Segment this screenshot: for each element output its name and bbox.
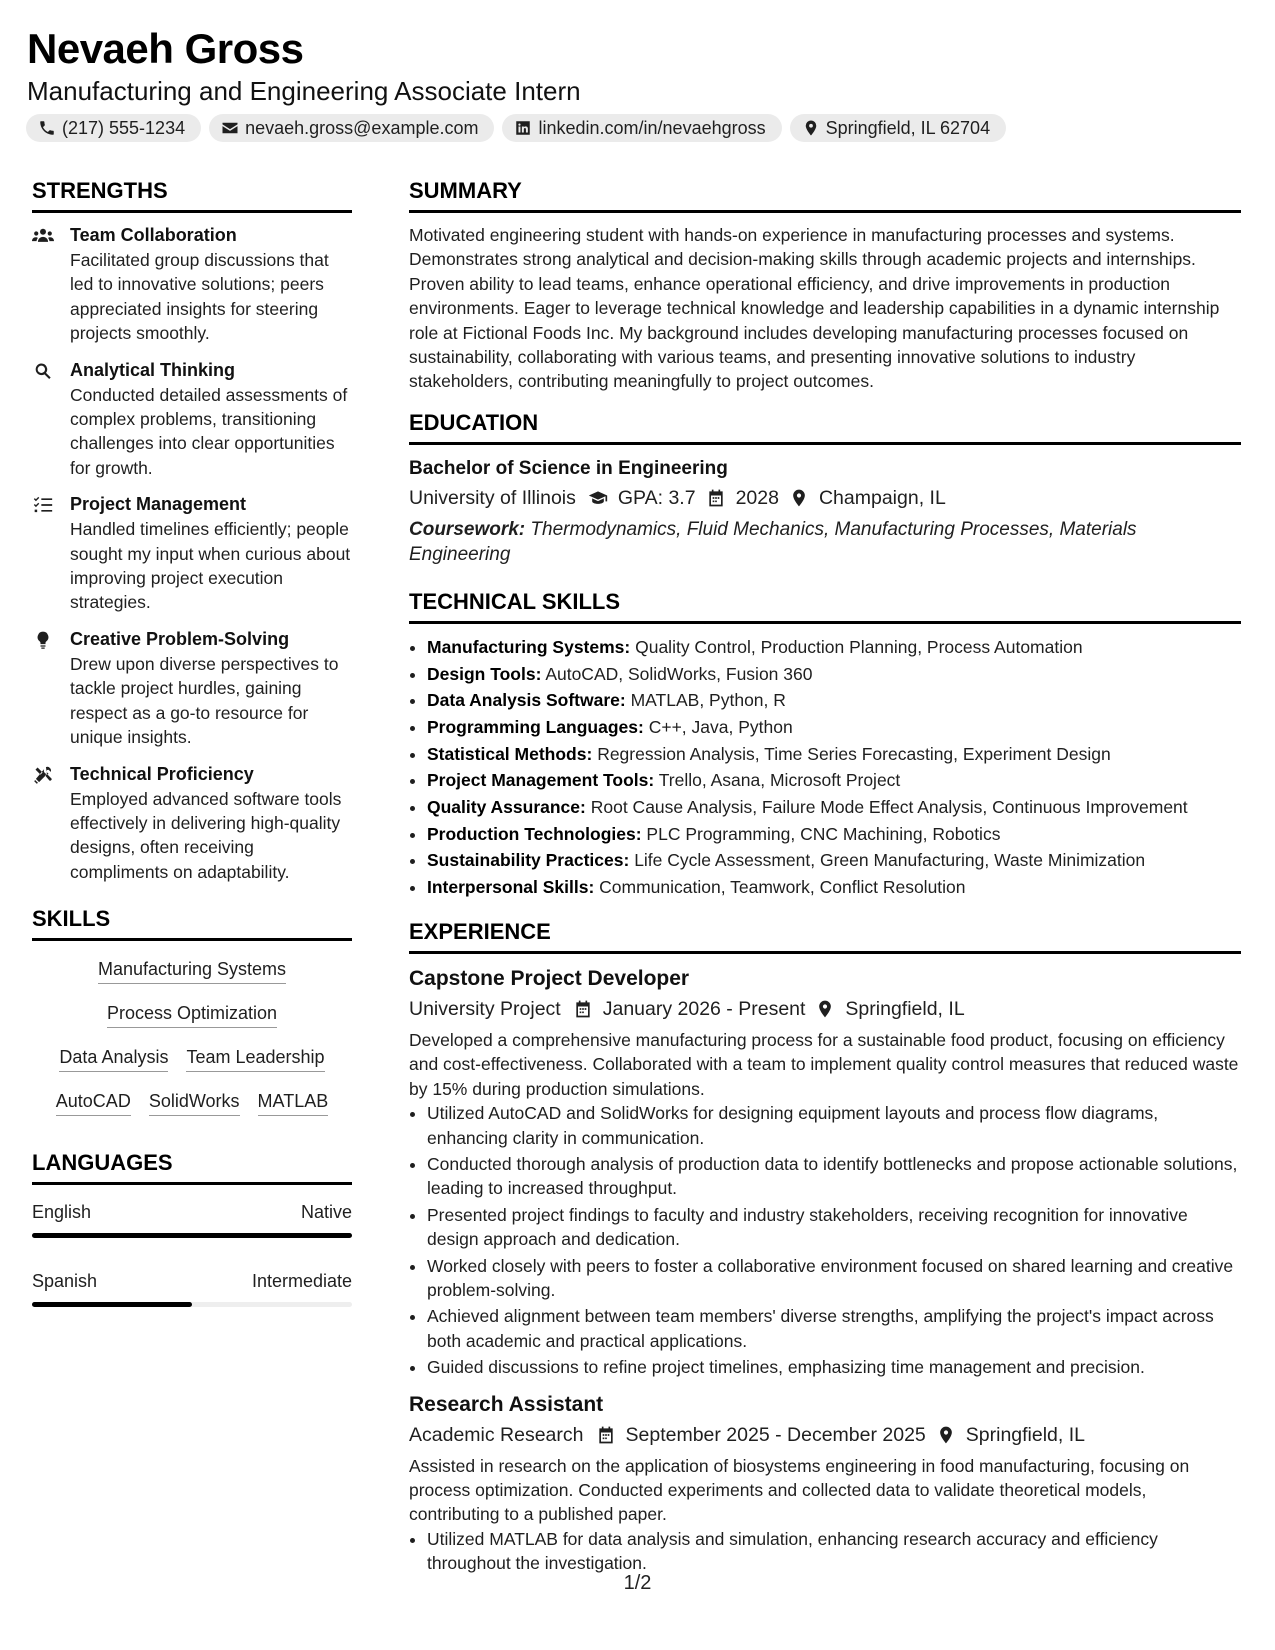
- job-location: Springfield, IL: [845, 997, 965, 1020]
- language-name: English: [32, 1202, 92, 1223]
- list-item: • Guided discussions to refine project timelines, emphasizing time management and precision.: [427, 1355, 1241, 1379]
- left-column: [32, 176, 352, 1325]
- calendar-icon: [573, 999, 593, 1019]
- list-item: • Worked closely with peers to foster a collaborative environment focused on shared learning and creative problem-solving.: [427, 1254, 1241, 1303]
- strength-desc: Conducted detailed assessments of complex problems, transitioning challenges into clear opportunities for growth.: [70, 384, 348, 478]
- magnifier-icon: [32, 361, 54, 381]
- language-bar-fill: [32, 1302, 192, 1307]
- skill-chip: MATLAB: [258, 1089, 329, 1116]
- language-level: Intermediate: [251, 1271, 352, 1292]
- job-entry: [409, 1390, 1241, 1576]
- skills-row: [32, 1045, 352, 1072]
- calendar-icon: [596, 1425, 616, 1445]
- list-item: • Project Management Tools: Trello, Asana, Microsoft Project: [427, 767, 1241, 794]
- skills-row: [32, 1089, 352, 1116]
- users-icon: [32, 226, 54, 246]
- strength-item: [32, 762, 352, 885]
- contact-phone[interactable]: [26, 114, 201, 142]
- language-level: Native: [300, 1202, 352, 1223]
- strength-desc: Facilitated group discussions that led to innovative solutions; peers appreciated insights for steering projects smoothly.: [70, 250, 329, 344]
- language-bar-fill: [32, 1233, 352, 1238]
- education-heading: EDUCATION: [409, 408, 1241, 445]
- contact-linkedin[interactable]: [502, 114, 781, 142]
- language-bar: [32, 1233, 352, 1238]
- strength-title: Project Management: [70, 494, 247, 515]
- strength-item: [32, 358, 352, 481]
- list-item: • Data Analysis Software: MATLAB, Python, R: [427, 687, 1241, 714]
- strength-title: Creative Problem-Solving: [70, 628, 290, 649]
- location-pin-icon: [802, 119, 820, 137]
- list-item: • Utilized AutoCAD and SolidWorks for designing equipment layouts and process flow diagrams, enhancing clarity in communication.: [427, 1101, 1241, 1150]
- strength-title: Team Collaboration: [70, 225, 237, 245]
- phone-icon: [38, 119, 56, 137]
- contact-email[interactable]: [209, 114, 494, 142]
- school-location: Champaign, IL: [818, 486, 946, 509]
- list-item: • Manufacturing Systems: Quality Control, Production Planning, Process Automation: [427, 634, 1241, 661]
- list-item: • Programming Languages: C++, Java, Python: [427, 714, 1241, 741]
- strength-item: [32, 492, 352, 615]
- contact-bar: [26, 114, 1006, 142]
- languages-heading: LANGUAGES: [32, 1148, 352, 1185]
- language-item: [32, 1199, 352, 1238]
- contact-location[interactable]: [790, 114, 1006, 142]
- list-item: • Sustainability Practices: Life Cycle Assessment, Green Manufacturing, Waste Minimization: [427, 847, 1241, 874]
- job-description: Assisted in research on the application of biosystems engineering in food manufacturing, focusing on process optimization. Conducted experiments and collected data to validate theoretical models, contributing to a published paper.: [409, 1455, 1190, 1525]
- summary-heading: SUMMARY: [409, 176, 1241, 213]
- graduation-year: 2028: [735, 486, 779, 509]
- job-location: Springfield, IL: [965, 1423, 1086, 1446]
- list-item: • Achieved alignment between team members' diverse strengths, amplifying the project's impact across both academic and practical applications.: [427, 1304, 1241, 1353]
- graduation-cap-icon: [588, 488, 608, 508]
- strength-desc: Employed advanced software tools effectively in delivering high-quality designs, often receiving compliments on adaptability.: [70, 788, 342, 882]
- skill-chip: AutoCAD: [56, 1089, 131, 1116]
- coursework: [409, 517, 1241, 567]
- calendar-icon: [706, 488, 726, 508]
- skill-chip: SolidWorks: [149, 1089, 240, 1116]
- task-list-icon: [32, 495, 54, 515]
- language-item: [32, 1268, 352, 1307]
- strength-desc: Handled timelines efficiently; people sought my input when curious about improving project execution strategies.: [70, 519, 351, 613]
- strength-title: Technical Proficiency: [70, 763, 254, 784]
- candidate-name: Nevaeh Gross: [27, 25, 304, 72]
- degree-title: Bachelor of Science in Engineering: [409, 457, 728, 479]
- page-number: 1/2: [623, 1572, 652, 1594]
- strengths-heading: STRENGTHS: [32, 176, 352, 213]
- coursework-list: Thermodynamics, Fluid Mechanics, Manufacturing Processes, Materials Engineering: [409, 518, 1137, 565]
- education-meta: [409, 483, 1241, 513]
- strength-title: Analytical Thinking: [70, 359, 236, 380]
- right-column: [409, 176, 1241, 1586]
- contact-location-text: Springfield, IL 62704: [825, 117, 991, 138]
- job-title: Capstone Project Developer: [409, 966, 690, 990]
- lightbulb-icon: [32, 630, 54, 650]
- job-meta: [409, 1420, 1241, 1450]
- job-dates: January 2026 - Present: [602, 997, 806, 1020]
- location-pin-icon: [815, 999, 835, 1019]
- technical-skills-list: [409, 634, 1241, 901]
- skill-chip: Manufacturing Systems: [98, 957, 286, 984]
- job-title-heading: Manufacturing and Engineering Associate Intern: [27, 76, 581, 106]
- job-org: University Project: [409, 997, 561, 1020]
- technical-skills-heading: TECHNICAL SKILLS: [409, 587, 1241, 624]
- list-item: • Design Tools: AutoCAD, SolidWorks, Fusion 360: [427, 661, 1241, 688]
- tools-icon: [32, 765, 54, 785]
- contact-linkedin-text: linkedin.com/in/nevaehgross: [538, 117, 766, 138]
- strength-item: [32, 627, 352, 750]
- skill-chip: Process Optimization: [107, 1001, 277, 1028]
- school-name: University of Illinois: [409, 486, 576, 509]
- skills-row: [32, 957, 352, 984]
- contact-email-text: nevaeh.gross@example.com: [245, 117, 479, 138]
- list-item: • Interpersonal Skills: Communication, Teamwork, Conflict Resolution: [427, 874, 1241, 901]
- location-pin-icon: [789, 488, 809, 508]
- location-pin-icon: [936, 1425, 956, 1445]
- list-item: • Production Technologies: PLC Programming, CNC Machining, Robotics: [427, 821, 1241, 848]
- job-entry: [409, 964, 1241, 1380]
- skills-row: [32, 1001, 352, 1028]
- job-bullets: [409, 1527, 1241, 1576]
- job-bullets: [409, 1101, 1241, 1379]
- list-item: • Conducted thorough analysis of production data to identify bottlenecks and propose actionable solutions, leading to increased throughput.: [427, 1152, 1241, 1201]
- linkedin-icon: [514, 119, 532, 137]
- job-meta: [409, 994, 1241, 1024]
- list-item: • Utilized MATLAB for data analysis and simulation, enhancing research accuracy and efficiency throughout the investigation.: [427, 1527, 1241, 1576]
- summary-text: Motivated engineering student with hands-on experience in manufacturing processes and systems. Demonstrates strong analytical and decision-making skills through academic projects and internships. Proven ability to lead teams, enhance operational efficiency, and drive improvements in production environments. Eager to leverage technical knowledge and leadership capabilities in a dynamic internship role at Fictional Foods Inc. My background includes developing manufacturing processes focused on sustainability, collaborating with various teams, and presenting innovative solutions to industry stakeholders, contributing meaningfully to project outcomes.: [409, 225, 1220, 392]
- job-org: Academic Research: [409, 1423, 584, 1446]
- envelope-icon: [221, 119, 239, 137]
- gpa: GPA: 3.7: [617, 486, 696, 509]
- skills-chips: [32, 953, 352, 1116]
- list-item: • Statistical Methods: Regression Analysis, Time Series Forecasting, Experiment Design: [427, 741, 1241, 768]
- skills-heading: SKILLS: [32, 904, 352, 941]
- coursework-label: Coursework:: [409, 518, 526, 540]
- skill-chip: Team Leadership: [186, 1045, 324, 1072]
- strength-item: [32, 223, 352, 346]
- list-item: • Quality Assurance: Root Cause Analysis, Failure Mode Effect Analysis, Continuous Improvement: [427, 794, 1241, 821]
- strength-desc: Drew upon diverse perspectives to tackle project hurdles, gaining respect as a go-to resource for unique insights.: [70, 653, 339, 748]
- job-dates: September 2025 - December 2025: [625, 1423, 926, 1446]
- experience-heading: EXPERIENCE: [409, 917, 1241, 954]
- skill-chip: Data Analysis: [59, 1045, 168, 1072]
- contact-phone-text: (217) 555-1234: [62, 117, 186, 138]
- language-name: Spanish: [32, 1271, 98, 1292]
- job-description: Developed a comprehensive manufacturing process for a sustainable food product, focusing on efficiency and cost-effectiveness. Collaborated with a team to implement quality control measures that reduced waste by 15% during production simulations.: [409, 1029, 1239, 1099]
- job-title: Research Assistant: [409, 1392, 604, 1416]
- language-bar: [32, 1302, 352, 1307]
- list-item: • Presented project findings to faculty and industry stakeholders, receiving recognition for innovative design approach and dedication.: [427, 1203, 1241, 1252]
